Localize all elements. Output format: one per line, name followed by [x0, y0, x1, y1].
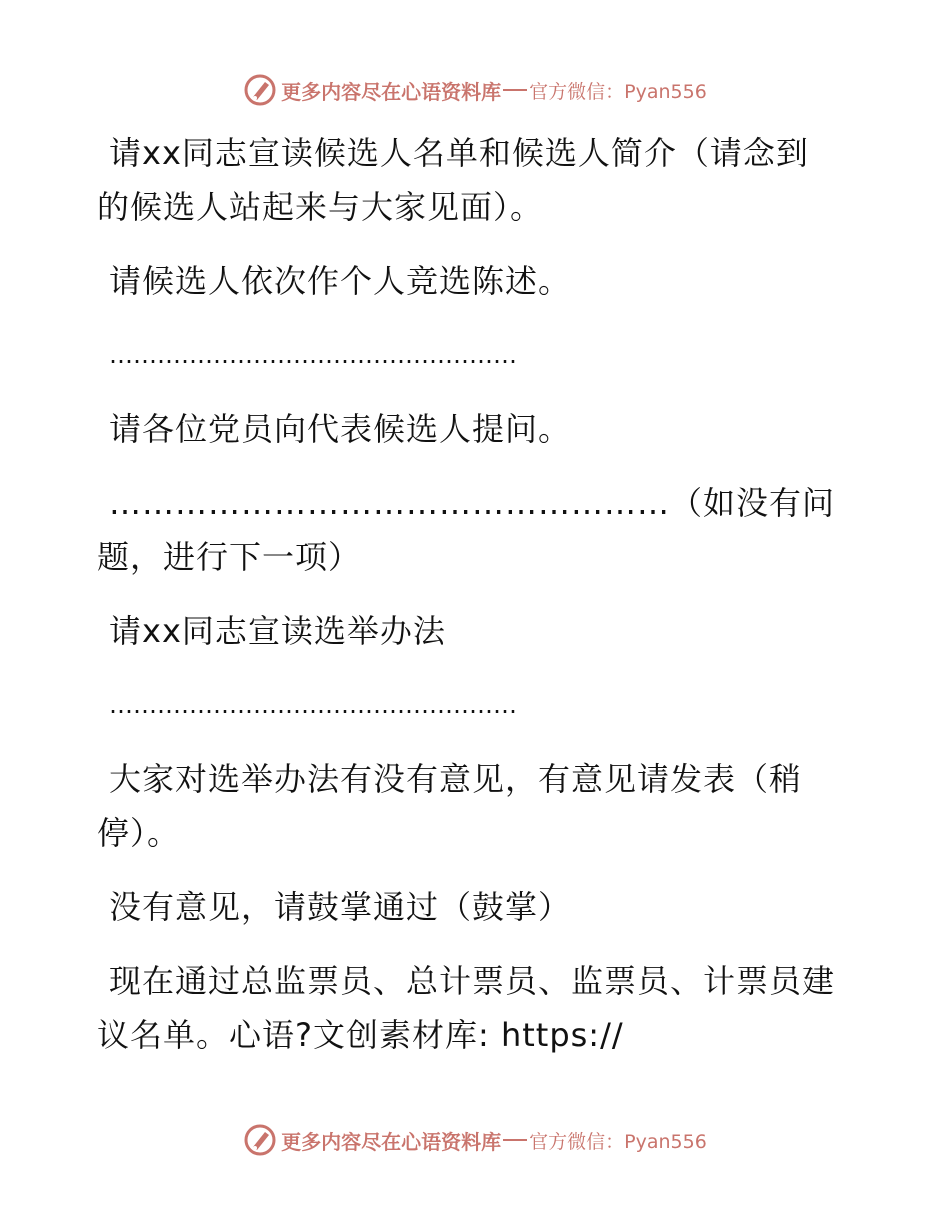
paragraph-ellipsis-1: ……………………………………………	[109, 341, 517, 369]
banner-divider	[503, 1139, 527, 1141]
banner-title: 更多内容尽在心语资料库	[281, 1129, 502, 1154]
banner-wechat: 官方微信：Pyan556	[529, 80, 707, 103]
banner-wechat: 官方微信：Pyan556	[529, 1130, 707, 1153]
paragraph-7: 没有意见，请鼓掌通过（鼓掌）	[109, 888, 572, 926]
banner-title: 更多内容尽在心语资料库	[281, 79, 502, 104]
footer-banner	[0, 1120, 950, 1160]
paragraph-1: 请xx同志宣读候选人名单和候选人简介（请念到的候选人站起来与大家见面）。	[97, 134, 809, 226]
paragraph-4: ……………………………………………（如没有问题，进行下一项）	[97, 484, 836, 576]
paragraph-2: 请候选人依次作个人竞选陈述。	[109, 262, 572, 300]
paragraph-5: 请xx同志宣读选举办法	[109, 612, 446, 650]
paragraph-6: 大家对选举办法有没有意见，有意见请发表（稍停）。	[97, 760, 803, 852]
paragraph-3: 请各位党员向代表候选人提问。	[109, 410, 572, 448]
pen-circle-logo-icon	[243, 73, 277, 107]
document-body	[97, 126, 837, 1082]
paragraph-ellipsis-2: ……………………………………………	[109, 691, 517, 719]
pen-circle-logo-icon	[243, 1123, 277, 1157]
banner-divider	[503, 89, 527, 91]
paragraph-8: 现在通过总监票员、总计票员、监票员、计票员建议名单。心语?文创素材库: https://	[97, 962, 836, 1054]
header-banner	[0, 70, 950, 110]
